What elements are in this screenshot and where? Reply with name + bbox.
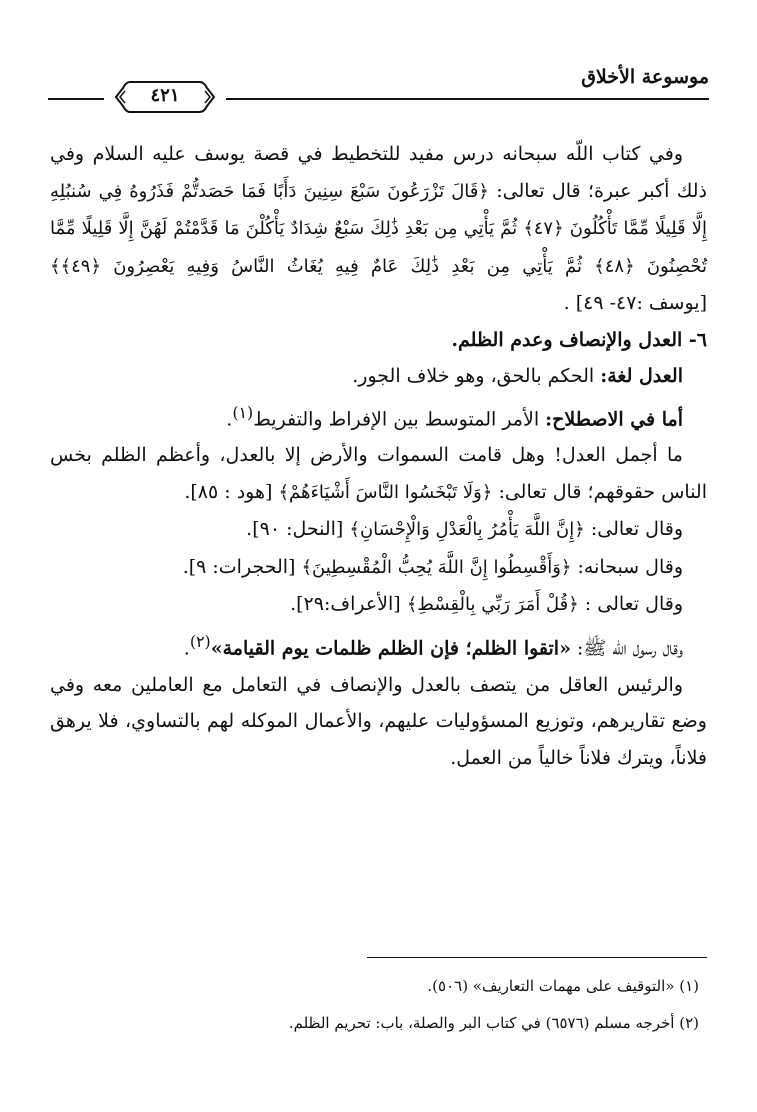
definition-label: أما في الاصطلاح: (545, 407, 683, 430)
quran-reference: [الحجرات: ٩]. (182, 555, 302, 578)
quran-quote: ﴿وَأَقْسِطُوا إِنَّ اللَّهَ يُحِبُّ الْمُقْسِطِينَ﴾ (301, 556, 572, 578)
paragraph-text: وفي كتاب اللّه سبحانه درس مفيد للتخطيط في قصة يوسف عليه السلام وفي ذلك أكبر عبرة؛ قال تعالى: (50, 143, 707, 202)
verse-line (50, 549, 707, 587)
hadith-text: «اتقوا الظلم؛ فإن الظلم ظلمات يوم القيامة» (210, 637, 571, 660)
quran-quote: ﴿وَلَا تَبْخَسُوا النَّاسَ أَشْيَاءَهُمْ﴾ (278, 481, 493, 503)
punctuation: . (226, 407, 233, 430)
verse-intro: وقال تعالى: (584, 518, 683, 541)
quran-reference: [هود : ٨٥]. (184, 480, 279, 503)
hadith-intro: وقال رسول اللّه ﷺ: (570, 637, 683, 660)
footnote-item: (٢) أخرجه مسلم (٦٥٧٦) في كتاب البر والصلة، باب: تحريم الظلم. (288, 1014, 699, 1032)
page-header (48, 58, 709, 116)
verse-intro: وقال تعالى : (578, 593, 683, 616)
paragraph-leader: والرئيس العاقل من يتصف بالعدل والإنصاف في التعامل مع العاملين معه وفي وضع تقاريرهم، وتوزيع المسؤوليات عليهم، والأعمال الموكله لهم بالتساوي، فلا يرهق فلاناً، ويترك فلاناً خالياً من العمل. (50, 673, 707, 769)
quran-quote: ﴿قَالَ تَزْرَعُونَ سَبْعَ سِنِينَ دَأَبًا فَمَا حَصَدتُّمْ فَذَرُوهُ فِي سُنبُلِهِ إِلَّا قَلِيلًا مِّمَّا تَأْكُلُونَ ﴿٤٧﴾ ثُمَّ يَأْتِي مِن بَعْدِ ذَٰلِكَ سَبْعٌ شِدَادٌ يَأْكُلْنَ مَا قَدَّمْتُمْ لَهُنَّ إِلَّا قَلِيلًا مِّمَّا تُحْصِنُونَ ﴿٤٨﴾ ثُمَّ يَأْتِي مِن بَعْدِ ذَٰلِكَ عَامٌ فِيهِ يُغَاثُ النَّاسُ وَفِيهِ يَعْصِرُونَ ﴿٤٩﴾﴾ (50, 180, 708, 277)
quran-reference: [النحل: ٩٠]. (246, 518, 350, 541)
book-title: موسوعة الأخلاق (581, 66, 709, 88)
verse-line (50, 511, 707, 549)
punctuation: . (183, 637, 190, 660)
definition-label: العدل لغة: (600, 365, 683, 387)
section-heading: ٦- العدل والإنصاف وعدم الظلم. (451, 328, 707, 351)
verse-intro: وقال سبحانه: (571, 555, 683, 578)
paragraph-text: ما أجمل العدل! وهل قامت السموات والأرض إلا بالعدل، وأعظم الظلم بخس الناس حقوقهم؛ قال تعالى: (50, 444, 707, 503)
header-rule-right (226, 98, 709, 100)
definition-term (50, 395, 707, 438)
paragraph-yusuf (50, 136, 707, 322)
paragraph-justice (50, 437, 707, 511)
footnote-marker: (٢) (189, 631, 211, 651)
page-number: ٤٢١ (150, 85, 180, 106)
quran-quote: ﴿قُلْ أَمَرَ رَبِّي بِالْقِسْطِ﴾ (406, 594, 579, 616)
verse-line (50, 586, 707, 624)
definition-language (50, 358, 707, 395)
definition-text: الأمر المتوسط بين الإفراط والتفريط (253, 407, 546, 430)
header-rule-left (48, 98, 104, 100)
quran-reference: [يوسف :٤٧- ٤٩] . (563, 292, 707, 314)
quran-quote: ﴿إِنَّ اللَّهَ يَأْمُرُ بِالْعَدْلِ وَالْإِحْسَانِ﴾ (349, 519, 585, 541)
footnote-item: (١) «التوقيف على مهمات التعاريف» (٥٠٦). (427, 977, 699, 995)
quran-reference: [الأعراف:٢٩]. (290, 593, 407, 616)
footnote-divider (367, 957, 707, 958)
footnotes (50, 968, 707, 1042)
page-body (50, 136, 707, 776)
footnote-marker: (١) (232, 402, 254, 422)
page-number-frame (112, 78, 218, 116)
definition-text: الحكم بالحق، وهو خلاف الجور. (352, 365, 601, 387)
hadith-line (50, 624, 707, 667)
